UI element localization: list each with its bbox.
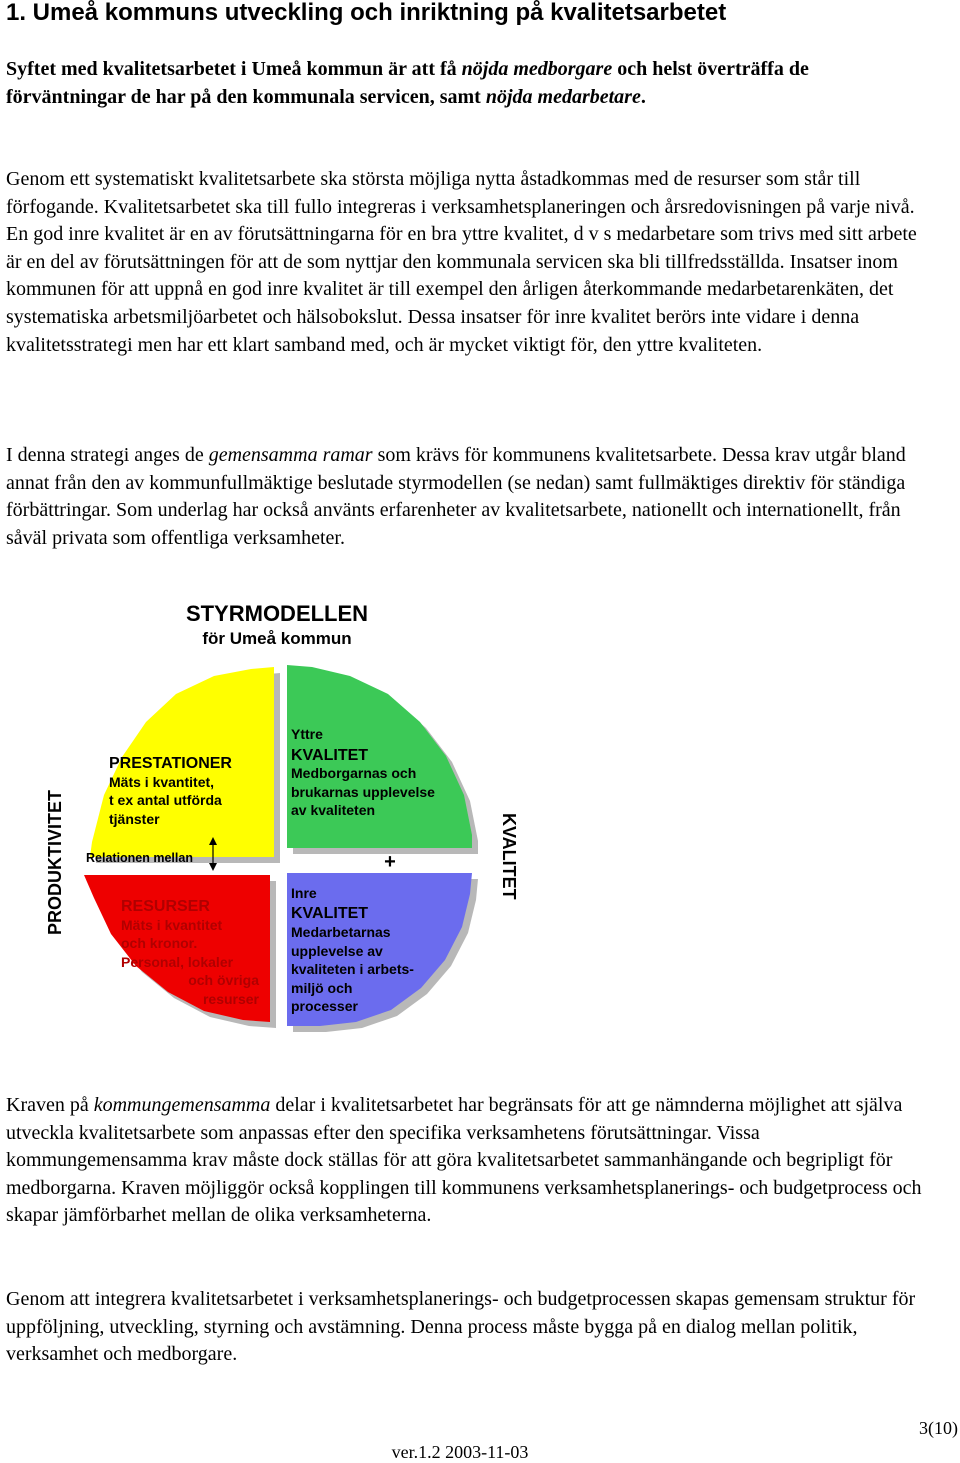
yttre-kvalitet-title: KVALITET [291, 747, 369, 764]
styrmodellen-diagram [0, 590, 960, 1050]
relation-arrow-down [209, 863, 217, 871]
red-line-2: och kronor. [121, 935, 198, 951]
produktivitet-label: PRODUKTIVITET [45, 789, 65, 935]
red-line-3: Personal, lokaler [121, 954, 234, 970]
paragraph-common-requirements [6, 1092, 926, 1230]
red-line-1: Mäts i kvantitet [121, 917, 223, 933]
kvalitet-label: KVALITET [499, 813, 519, 900]
plus-sign: + [384, 851, 396, 873]
diagram-subtitle: för Umeå kommun [202, 629, 352, 648]
blue-line-5: processer [291, 998, 358, 1014]
para2-text-2: som krävs för kommunens kvalitetsarbete. Dessa krav utgår bland annat från den av kommunfullmäktige beslutade styrmodellen (se nedan) samt fullmäktiges direktiv för ständiga förbättringar. Som underlag har också använts erfarenheter av kvalitetsarbete, nationellt och internationellt, från såväl privata som offentliga verksamheter. [6, 444, 906, 549]
red-line-5: resurser [202, 991, 259, 1007]
diagram-svg [0, 590, 960, 1050]
red-line-4: och övriga [188, 972, 259, 988]
paragraph-strategy [6, 442, 926, 552]
para2-emphasis: gemensamma ramar [208, 444, 373, 466]
yellow-line-3: tjänster [109, 811, 160, 827]
inre-label: Inre [291, 885, 317, 901]
para3-emphasis: kommungemensamma [93, 1094, 271, 1116]
yellow-line-2: t ex antal utförda [109, 792, 222, 808]
relation-label: Relationen mellan [86, 851, 193, 865]
blue-line-3: kvaliteten i arbets- [291, 961, 414, 977]
lead-emphasis-2: nöjda medarbetare [485, 85, 641, 108]
prestationer-title: PRESTATIONER [109, 755, 232, 772]
green-line-1: Medborgarnas och [291, 765, 417, 781]
page-number: 3(10) [919, 1418, 958, 1438]
para3-text-1: Kraven på [6, 1094, 94, 1116]
version-footer: ver.1.2 2003-11-03 [391, 1442, 529, 1462]
green-line-3: av kvaliteten [291, 802, 376, 818]
lead-emphasis-1: nöjda medborgare [461, 58, 613, 80]
blue-line-1: Medarbetarnas [291, 924, 391, 940]
diagram-title: STYRMODELLEN [185, 601, 369, 626]
resurser-title: RESURSER [121, 898, 210, 915]
yttre-label: Yttre [291, 726, 323, 742]
lead-text-2: och helst överträffa de förväntningar de har på den kommunala servicen, samt [6, 58, 809, 108]
lead-text-3: . [640, 85, 646, 108]
paragraph-quality-work: Genom ett systematiskt kvalitetsarbete ska största möjliga nytta åstadkommas med de resurser som står till förfogande. Kvalitetsarbetet ska till fullo integreras i verksamhetsplaneringen och årsredovisningen på varje nivå. En god inre kvalitet är en av förutsättningarna för en bra yttre kvalitet, d v s medarbetare som trivs med sitt arbete är en del av förutsättningen för att de som nyttjar den kommunala servicen ska bli tillfredsställda. Insatser inom kommunen för att uppnå en god inre kvalitet är till exempel den årligen återkommande medarbetarenkäten, det systematiska arbetsmiljöarbetet och hälsobokslut. Dessa insatser för inre kvalitet berörs inte vidare i denna kvalitetsstrategi men har ett klart samband med, och är mycket viktigt för, den yttre kvaliteten. [6, 168, 917, 356]
page-heading: 1. Umeå kommuns utveckling och inriktning på kvalitetsarbetet [6, 0, 727, 26]
paragraph-integration: Genom att integrera kvalitetsarbetet i verksamhetsplanerings- och budgetprocessen skapas gemensam struktur för uppföljning, utveckling, styrning och avstämning. Denna process måste bygga på en dialog mellan politik, verksamhet och medborgare. [6, 1288, 916, 1366]
para3-text-2: delar i kvalitetsarbetet har begränsats för att ge nämnderna möjlighet att själva utveckla kvalitetsarbete som anpassas efter den specifika verksamhetens förutsättningar. Vissa kommungemensamma krav måste dock ställas för att göra kvalitetsarbetet sammanhängande och begripligt för medborgarna. Kraven möjliggör också kopplingen till kommunens verksamhetsplanerings- och budgetprocess och skapar jämförbarhet mellan de olika verksamheterna. [6, 1094, 922, 1227]
inre-kvalitet-title: KVALITET [291, 905, 369, 922]
yellow-line-1: Mäts i kvantitet, [109, 774, 215, 790]
para2-text-1: I denna strategi anges de [6, 444, 209, 466]
blue-line-2: upplevelse av [291, 943, 383, 959]
lead-text-1: Syftet med kvalitetsarbetet i Umeå kommun är att få [6, 58, 462, 80]
green-line-2: brukarnas upplevelse [291, 784, 435, 800]
blue-line-4: miljö och [291, 980, 353, 996]
lead-paragraph [6, 56, 926, 111]
